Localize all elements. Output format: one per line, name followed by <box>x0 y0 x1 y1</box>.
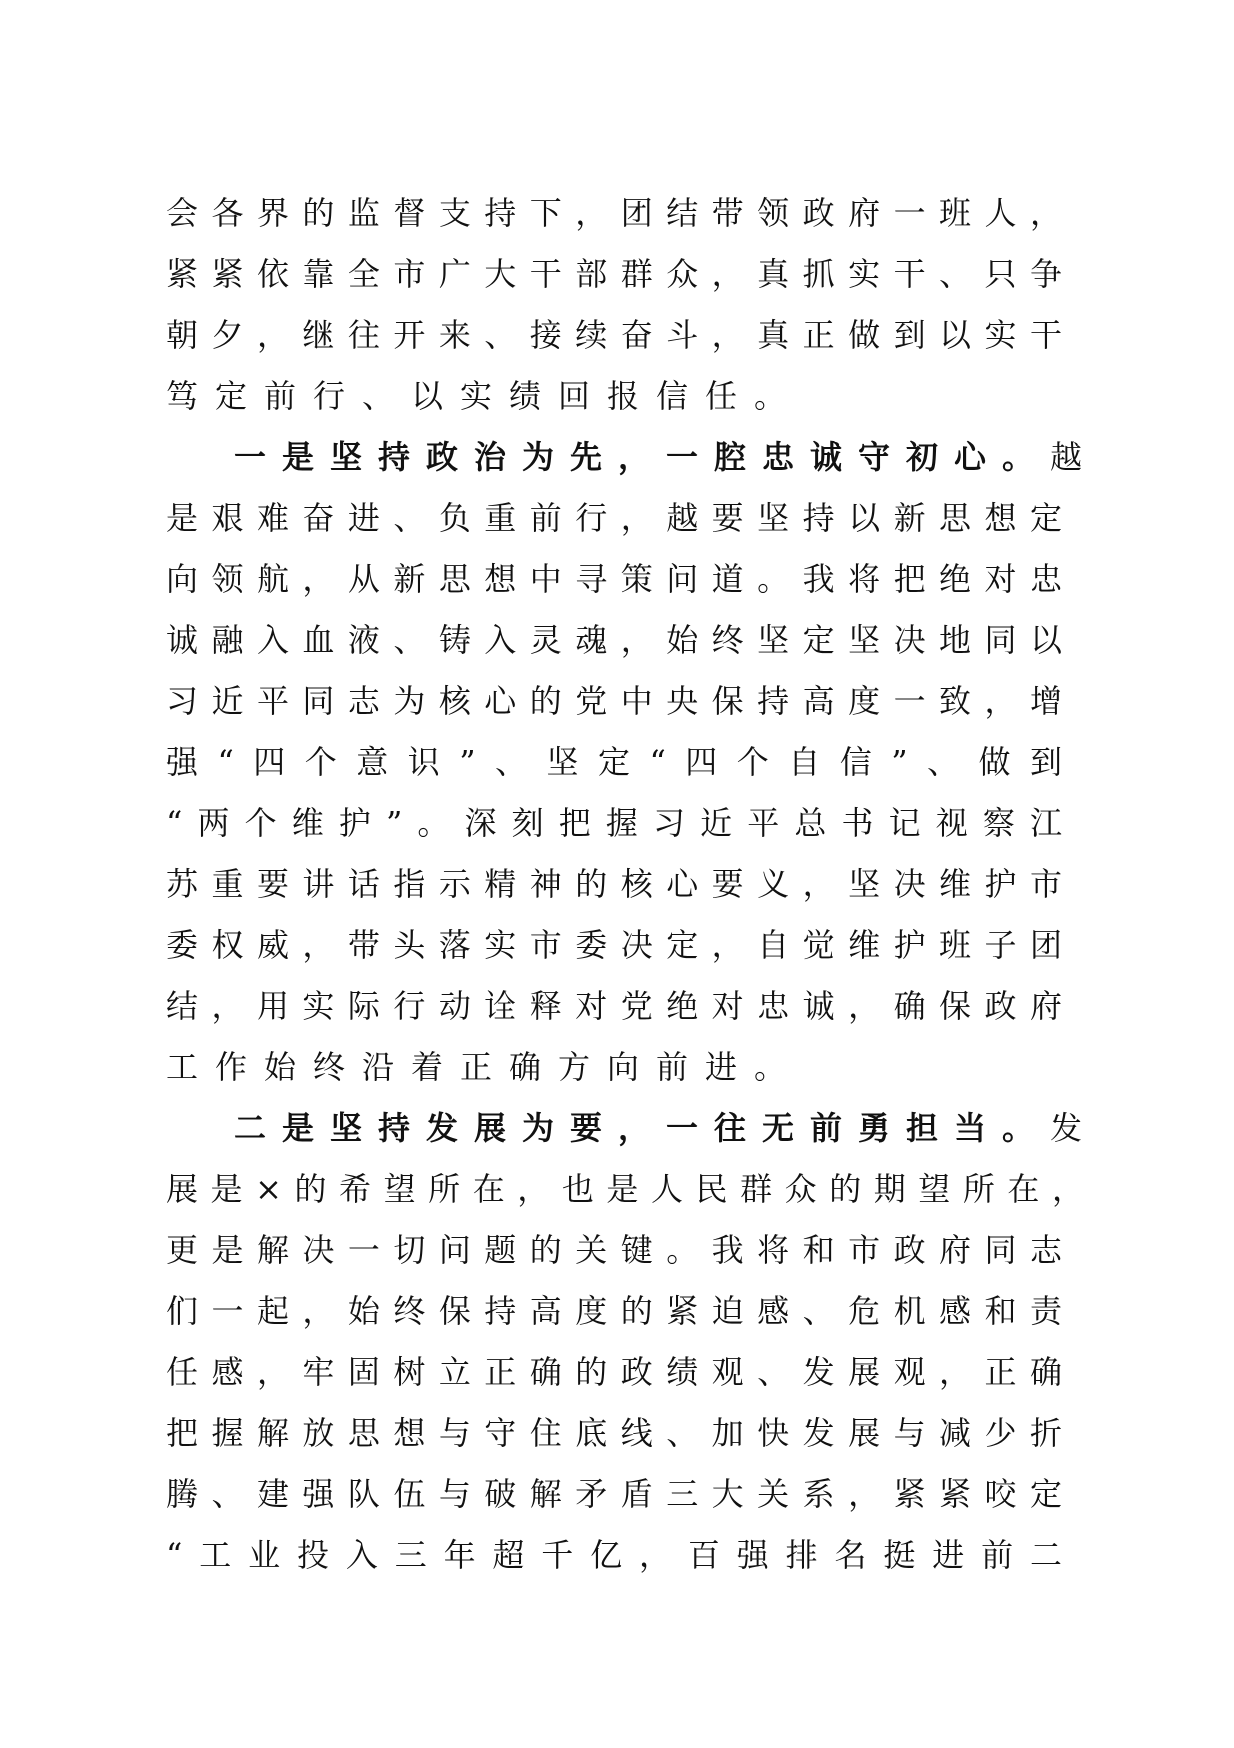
text-line: 腾、建强队伍与破解矛盾三大关系，紧紧咬定 <box>166 1475 1066 1513</box>
text-fragment: 发 <box>1050 1109 1087 1147</box>
text-line: 诚融入血液、铸入灵魂，始终坚定坚决地同以 <box>166 621 1066 659</box>
section-heading: 二是坚持发展为要，一往无前勇担当。 <box>234 1109 1051 1147</box>
text-line: 展是×的希望所在，也是人民群众的期望所在， <box>166 1170 1088 1208</box>
text-line: 习近平同志为核心的党中央保持高度一致，增 <box>166 682 1066 720</box>
text-line: 紧紧依靠全市广大干部群众，真抓实干、只争 <box>166 255 1066 293</box>
text-line: 工作始终沿着正确方向前进。 <box>166 1048 804 1086</box>
text-line: “工业投入三年超千亿，百强排名挺进前二 <box>166 1536 1066 1574</box>
text-line: 结，用实际行动诠释对党绝对忠诚，确保政府 <box>166 987 1066 1025</box>
text-line: 更是解决一切问题的关键。我将和市政府同志 <box>166 1231 1066 1269</box>
text-line: 笃定前行、以实绩回报信任。 <box>166 377 804 415</box>
text-line: 委权威，带头落实市委决定，自觉维护班子团 <box>166 926 1066 964</box>
section-heading-line <box>166 427 1087 488</box>
text-line: 是艰难奋进、负重前行，越要坚持以新思想定 <box>166 499 1066 537</box>
text-line: 们一起，始终保持高度的紧迫感、危机感和责 <box>166 1292 1066 1330</box>
section-heading: 一是坚持政治为先，一腔忠诚守初心。 <box>234 438 1051 476</box>
text-line: 会各界的监督支持下，团结带领政府一班人， <box>166 194 1066 232</box>
text-line: 向领航，从新思想中寻策问道。我将把绝对忠 <box>166 560 1066 598</box>
text-fragment: 越 <box>1050 438 1087 476</box>
text-line: 把握解放思想与守住底线、加快发展与减少折 <box>166 1414 1066 1452</box>
section-heading-line <box>166 1098 1087 1159</box>
text-line: 任感，牢固树立正确的政绩观、发展观，正确 <box>166 1353 1066 1391</box>
text-line: “两个维护”。深刻把握习近平总书记视察江 <box>166 804 1066 842</box>
document-body <box>166 183 1088 1586</box>
text-line: 强“四个意识”、坚定“四个自信”、做到 <box>166 743 1066 781</box>
text-line: 朝夕，继往开来、接续奋斗，真正做到以实干 <box>166 316 1066 354</box>
text-line: 苏重要讲话指示精神的核心要义，坚决维护市 <box>166 865 1066 903</box>
